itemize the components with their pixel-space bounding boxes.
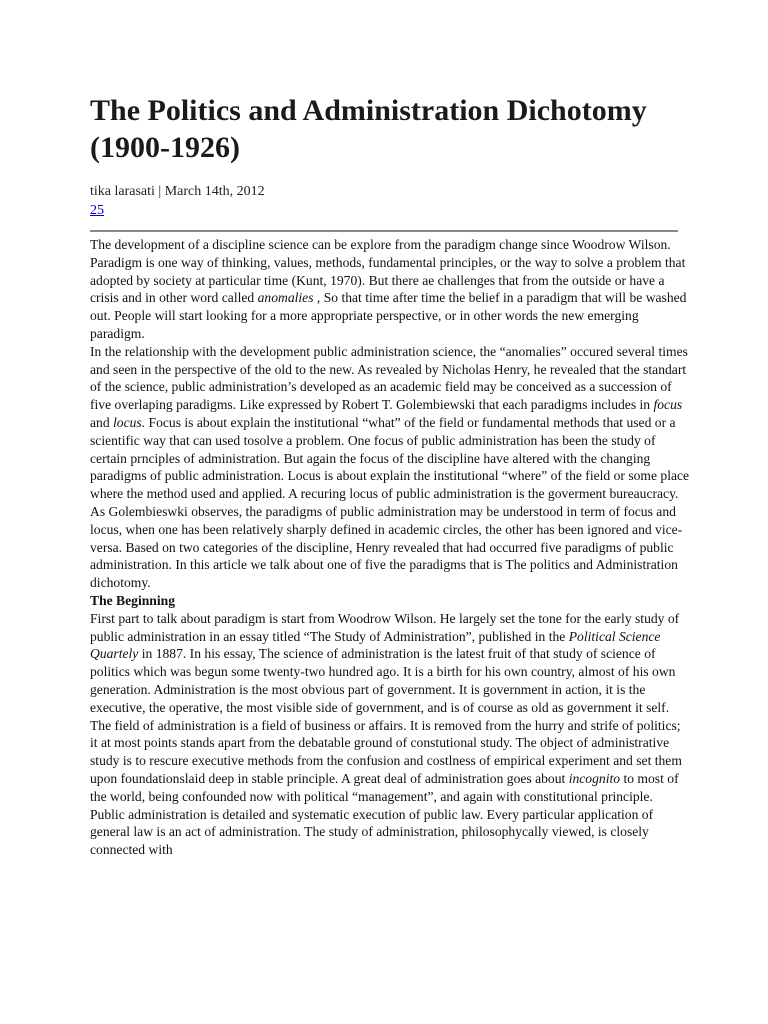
paragraph-2-emphasis-focus: focus [653, 397, 683, 413]
paragraph-2-text-c: Focus is about explain the institutional “what” of the field or fundamental methods that used or a scientific way that can used tosolve a problem. One focus of public administration has been the study of certain prnciples of administration. But again the focus of the discipline have altered with the changing paradigms of public administration. Locus is about explain the institutional “where” of the field or some place where the method used and applied. A recuring locus of public administration is the goverment bureaucracy. As Golembieswki observes, the paradigms of public administration may be understood in term of focus and locus, when one has been relatively sharply defined in academic circles, the other has been ignored and vice-versa. Based on two categories of the discipline, Henry revealed that had occurred five paradigms of public administration. In this article we talk about one of five the paradigms that is The politics and Administration dichotomy. [90, 414, 690, 591]
paragraph-2 [90, 343, 690, 592]
paragraph-1-emphasis: anomalies [257, 290, 314, 306]
paragraph-1-text-b: , So that time after time the belief in a paradigm that will be washed out. People will start looking for a more appropriate perspective, or in other words the new emerging paradigm. [90, 290, 687, 341]
article-title: The Politics and Administration Dichotomy (1900-1926) [90, 94, 647, 164]
paragraph-1-text-a: The development of a discipline science can be explore from the paradigm change since Woodrow Wilson. Paradigm is one way of thinking, values, methods, fundamental principles, or the way to solve a problem that adopted by society at particular time (Kunt, 1970). But there ae challenges that from the outside or have a crisis and in other word called [90, 237, 686, 306]
article-byline: tika larasati | March 14th, 2012 [90, 184, 265, 199]
paragraph-3-emphasis: Political Science Quartely [90, 628, 661, 662]
paragraph-2-text-b: and [90, 414, 114, 430]
paragraph-3-text-a: First part to talk about paradigm is start from Woodrow Wilson. He largely set the tone for the early study of public administration in an essay titled “The Study of Administration”, published in the [90, 610, 680, 644]
paragraph-2-emphasis-locus: locus. [113, 414, 146, 430]
paragraph-4-text-b: to most of the world, being confounded now with political “management”, and again with constitutional principle. Public administration is detailed and systematic execution of public law. Every particular application of general law is an act of administration. The study of administration, philosophycally viewed, is closely connected with [90, 770, 679, 858]
section-heading: The Beginning [90, 592, 175, 608]
divider [90, 230, 678, 232]
paragraph-1 [90, 236, 690, 343]
paragraph-2-text-a: In the relationship with the development public administration science, the “anomalies” occured several times and seen in the perspective of the old to the new. As revealed by Nicholas Henry, he revealed that the standart of the science, public administration’s developed as an academic field may be conceived as a succession of five overlaping paradigms. Like expressed by Robert T. Golembiewski that each paradigms includes in [90, 343, 688, 413]
paragraph-4-text-a: The field of administration is a field of business or affairs. It is removed from the hurry and strife of politics; it at most points stands apart from the debatable ground of constutional study. The object of administrative study is to rescure executive methods from the confusion and costlness of empirical experiment and set them upon foundationslaid deep in stable principle. A great deal of administration goes about [90, 717, 682, 786]
paragraph-4-emphasis: incognito [568, 770, 621, 786]
comments-count-link[interactable]: 25 [90, 203, 104, 218]
paragraph-3 [90, 610, 690, 717]
paragraph-3-text-b: in 1887. In his essay, The science of administration is the latest fruit of that study of science of politics which was begun some twenty-two hundred ago. It is a birth for his own country, almost of his own generation. Administration is the most obvious part of government. It is government in action, it is the executive, the operative, the most visible side of government, and is of course as old as government it self. [90, 646, 676, 715]
paragraph-4 [90, 717, 690, 859]
article-body [90, 236, 690, 859]
